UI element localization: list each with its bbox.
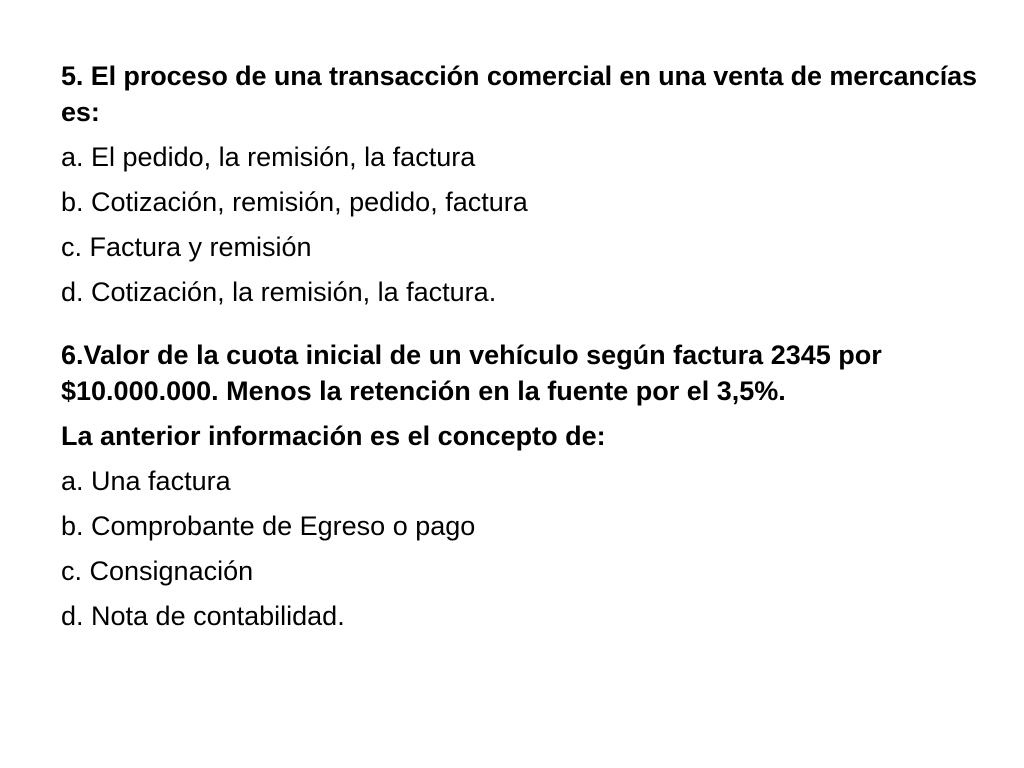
question-5-option-b: b. Cotización, remisión, pedido, factura — [61, 187, 528, 217]
question-6-option-c: c. Consignación — [61, 556, 254, 586]
question-6-option-a: a. Una factura — [61, 466, 231, 496]
question-5 — [61, 58, 981, 310]
slide-content — [61, 58, 981, 634]
question-6 — [61, 337, 981, 634]
question-5-option-d: d. Cotización, la remisión, la factura. — [61, 277, 497, 307]
question-6-option-b: b. Comprobante de Egreso o pago — [61, 511, 476, 541]
question-5-prompt: 5. El proceso de una transacción comercial en una venta de mercancías es: — [61, 61, 977, 127]
question-5-option-a: a. El pedido, la remisión, la factura — [61, 142, 476, 172]
question-5-option-c: c. Factura y remisión — [61, 232, 312, 262]
question-6-prompt: 6.Valor de la cuota inicial de un vehículo según factura 2345 por $10.000.000. Menos la retención en la fuente por el 3,5%. — [61, 340, 882, 406]
question-6-option-d: d. Nota de contabilidad. — [61, 601, 345, 631]
question-6-prompt-continuation: La anterior información es el concepto de: — [61, 421, 606, 451]
